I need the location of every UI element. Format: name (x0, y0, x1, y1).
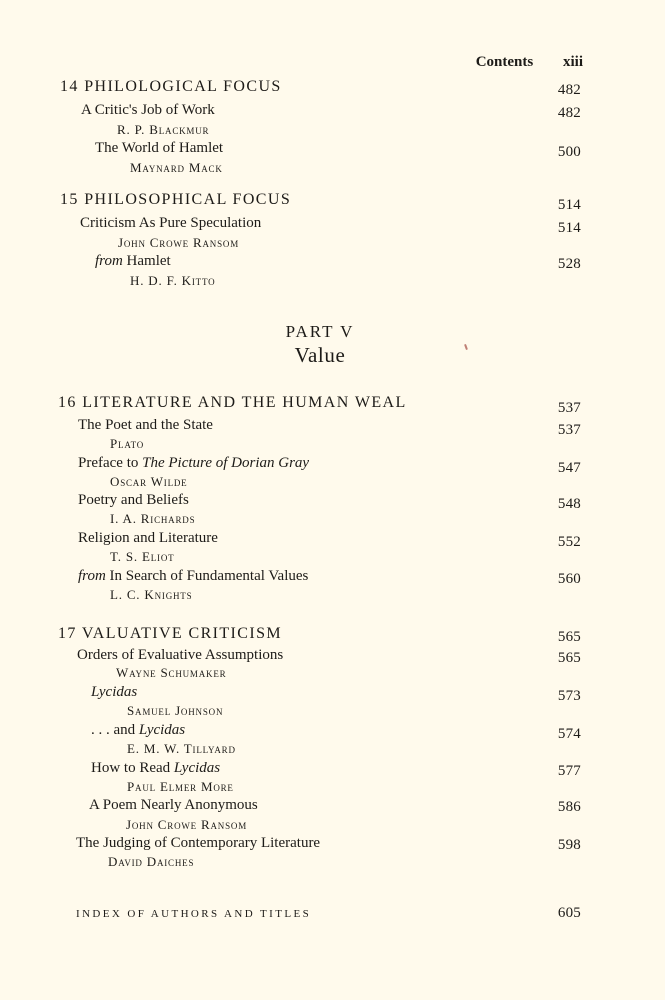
chapter-heading: 17 VALUATIVE CRITICISM (58, 625, 282, 642)
entry-title: A Poem Nearly Anonymous (89, 797, 258, 813)
entry-page-number: 500 (557, 144, 581, 160)
entry-title: . . . and (91, 722, 139, 738)
running-head-page-number: xiii (562, 54, 583, 70)
entry-author: Wayne Schumaker (116, 665, 227, 680)
entry-page-number: 586 (557, 799, 581, 815)
entry-title: Religion and Literature (78, 530, 218, 546)
chapter-heading: 14 PHILOLOGICAL FOCUS (60, 78, 282, 95)
running-head (0, 54, 583, 71)
entry-author: Maynard Mack (130, 160, 223, 175)
entry-author: Plato (110, 436, 145, 451)
entry-author: H. D. F. Kitto (130, 273, 216, 288)
entry-page-number: 552 (557, 534, 581, 550)
entry-title: The Poet and the State (78, 417, 213, 433)
entry-page-number: 560 (557, 571, 581, 587)
entry-title-italic: Lycidas (173, 760, 221, 776)
part-label: PART V (285, 322, 355, 341)
entry-page-number: 547 (557, 460, 581, 476)
running-head-title: Contents (475, 54, 534, 70)
entry-title: In Search of Fundamental Values (109, 568, 309, 584)
entry-title: How to Read (91, 760, 174, 776)
entry-author: David Daiches (108, 854, 195, 869)
entry-page-number: 565 (557, 650, 581, 666)
entry-title: Preface to (78, 455, 143, 471)
entry-title-italic: Lycidas (138, 722, 186, 738)
chapter-page-number: 482 (557, 82, 581, 98)
entry-page-number: 574 (557, 726, 581, 742)
entry-title-line (95, 253, 171, 270)
entry-title: Criticism As Pure Speculation (80, 215, 262, 231)
entry-prefix: from (95, 253, 123, 269)
index-page-number: 605 (557, 905, 581, 921)
entry-author: John Crowe Ransom (126, 817, 248, 832)
entry-title: Hamlet (126, 253, 171, 269)
chapter-page-number: 514 (557, 197, 581, 213)
entry-page-number: 573 (557, 688, 581, 704)
entry-page-number: 598 (557, 837, 581, 853)
entry-author: L. C. Knights (110, 587, 193, 602)
entry-page-number: 537 (557, 422, 581, 438)
entry-page-number: 548 (557, 496, 581, 512)
entry-title: The Judging of Contemporary Literature (76, 835, 321, 851)
chapter-page-number: 565 (557, 629, 581, 645)
entry-title: Orders of Evaluative Assumptions (77, 647, 284, 663)
entry-title-line (78, 455, 309, 472)
chapter-heading: 15 PHILOSOPHICAL FOCUS (60, 191, 292, 208)
entry-page-number: 577 (557, 763, 581, 779)
chapter-page-number: 537 (557, 400, 581, 416)
chapter-heading: 16 LITERATURE AND THE HUMAN WEAL (58, 394, 407, 411)
entry-title-italic: The Picture of Dorian Gray (142, 455, 310, 471)
entry-author: E. M. W. Tillyard (127, 741, 236, 756)
entry-author: Samuel Johnson (127, 703, 224, 718)
entry-author: Paul Elmer More (127, 779, 234, 794)
entry-title: A Critic's Job of Work (81, 102, 215, 118)
entry-title-line (91, 722, 185, 739)
entry-title-italic: Lycidas (91, 684, 138, 700)
entry-page-number: 514 (557, 220, 581, 236)
entry-prefix: from (78, 568, 106, 584)
entry-author: Oscar Wilde (110, 474, 188, 489)
entry-page-number: 482 (557, 105, 581, 121)
index-label: INDEX OF AUTHORS AND TITLES (76, 908, 312, 920)
entry-title-line (78, 568, 308, 585)
entry-author: R. P. Blackmur (117, 122, 210, 137)
entry-author: John Crowe Ransom (118, 235, 240, 250)
entry-page-number: 528 (557, 256, 581, 272)
part-name: Value (294, 343, 346, 367)
entry-author: T. S. Eliot (110, 549, 175, 564)
entry-author: I. A. Richards (110, 511, 196, 526)
entry-title: Poetry and Beliefs (78, 492, 189, 508)
entry-title: The World of Hamlet (95, 140, 224, 156)
entry-title-line (91, 760, 220, 777)
